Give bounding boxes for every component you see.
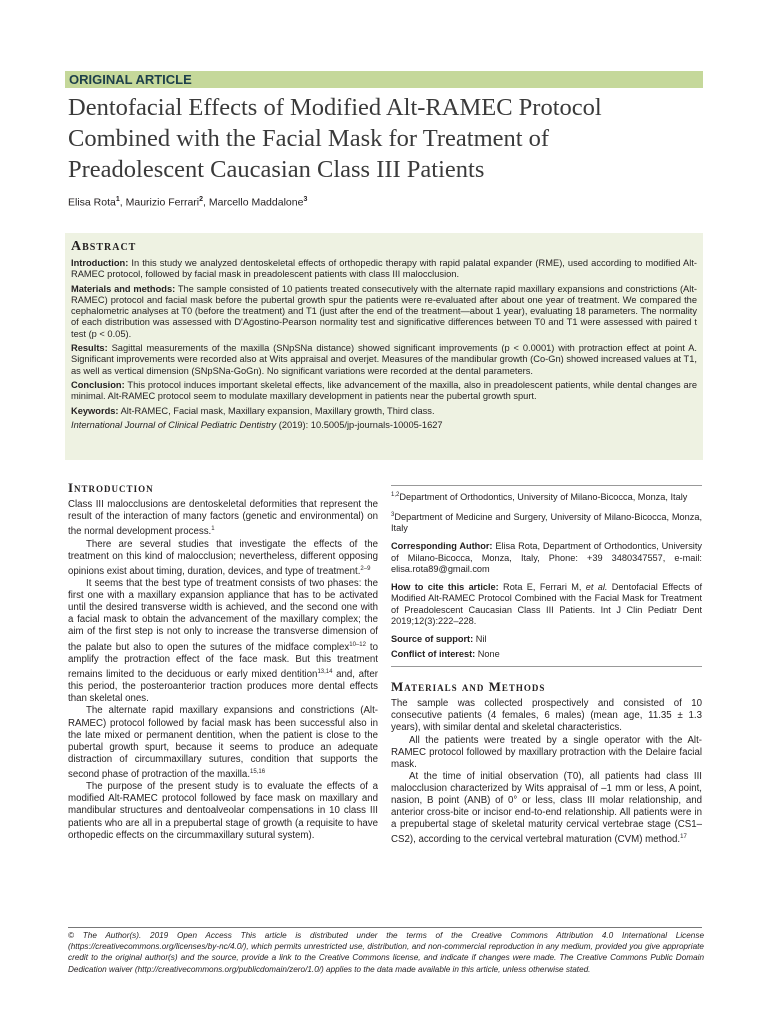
- footer-divider: [68, 927, 702, 928]
- methods-paragraph: All the patients were treated by a single operator with the Alt-RAMEC protocol followed by maxillary protraction with the Delaire facial mask.: [391, 734, 702, 770]
- abstract-label: Results:: [71, 343, 108, 354]
- conflict-of-interest: [391, 649, 702, 661]
- citation-ref: 10–12: [349, 641, 366, 648]
- corresponding-author: [391, 541, 702, 576]
- license-footer: © The Author(s). 2019 Open Access This article is distributed under the terms of the Creative Commons Attribution 4.0 International License (https://creativecommons.org/licenses/by-nc/4.0/), which permits unrestricted use, distribution, and non-commercial reproduction in any medium, provided you give appropriate credit to the original author(s) and the source, provide a link to the Creative Commons license, and indicate if changes were made. The Creative Commons Public Domain Dedication waiver (http://creativecommons.org/publicdomain/zero/1.0/) applies to the data made available in this article, unless otherwise stated.: [68, 931, 704, 974]
- abstract-label: Conclusion:: [71, 379, 125, 390]
- paragraph-text: At the time of initial observation (T0), all patients had class III malocclusion characterized by Wits appraisal of –1 mm or less, A point, nasion, B point (ANB) of 0° or less, class III molar relationship, and anterior cross-bite or incisor end-to-end relationship. All patients were in a prepubertal stage of skeletal maturity cervical vertebrae stage (CS1–CS2), according to the cervical vertebral maturation (CVM) method.: [391, 770, 702, 846]
- abstract-label: Keywords:: [71, 405, 119, 416]
- affiliation-divider: [391, 485, 702, 486]
- citation-ref: 15,16: [250, 768, 266, 775]
- citation-ref: 2–9: [360, 565, 371, 572]
- field-text: et al.: [585, 581, 608, 592]
- affiliation-mark: 3: [391, 511, 395, 518]
- journal-citation: [71, 420, 697, 431]
- paragraph-text: and, after this period, the posteroanterior traction produces more dental effects than skeletal ones.: [68, 669, 378, 705]
- methods-paragraph: The sample was collected prospectively and consisted of 10 consecutive patients (4 females, 6 males) (mean age, 11.35 ± 1.3 years), with similar dental and skeletal characteristics.: [391, 698, 702, 734]
- affiliation-text: Department of Orthodontics, University of Milano-Bicocca, Monza, Italy: [399, 492, 688, 503]
- right-column: [391, 490, 702, 847]
- intro-paragraph: [68, 539, 378, 579]
- abstract-keywords: [71, 406, 697, 417]
- abstract-introduction: [71, 258, 697, 281]
- field-label: Conflict of interest:: [391, 648, 476, 659]
- paragraph-text: There are several studies that investigate the effects of the treatment on this kind of malocclusion; nevertheless, different opposing opinions exist about timing, duration, devices, and type of treatment.: [68, 538, 378, 577]
- field-text: None: [475, 648, 500, 659]
- article-type-label: ORIGINAL ARTICLE: [65, 71, 703, 88]
- methods-paragraph: [391, 771, 702, 847]
- title-line: Preadolescent Caucasian Class III Patients: [68, 156, 485, 183]
- how-to-cite: [391, 582, 702, 628]
- field-label: How to cite this article:: [391, 581, 499, 592]
- author-name: Maurizio Ferrari: [125, 196, 200, 209]
- abstract-heading: Abstract: [71, 239, 137, 254]
- affiliation: [391, 510, 702, 535]
- paragraph-text: It seems that the best type of treatment consists of two phases: the first one with a maxillary expansion appliance that has to be activated until the desired transverse width is achieved, and the second one with a facial mask to obtain the advancement of the maxillary complex; the aim of the first step is not only to increase the transverse dimension of the palate but also to open the sutures of the midface complex: [68, 578, 378, 653]
- article-title: [68, 92, 708, 185]
- intro-paragraph: [68, 578, 378, 705]
- affiliation-text: Department of Medicine and Surgery, University of Milano-Bicocca, Monza, Italy: [391, 511, 702, 534]
- intro-paragraph: [68, 781, 378, 841]
- citation-ref: 13,14: [317, 668, 333, 675]
- paragraph-text: The purpose of the present study is to evaluate the effects of a modified Alt-RAMEC protocol followed by face mask on maxillary and mandibular structures and dentoalveolar compensations in 10 class III patients who are all in a prepubertal stage of growth (a requisite to have orthopedic effects on the circummaxillary sutural system).: [68, 781, 378, 841]
- left-column: [68, 480, 378, 842]
- field-label: Corresponding Author:: [391, 540, 493, 551]
- author-name: Marcello Maddalone: [208, 196, 304, 209]
- author-affiliation-mark: 3: [303, 196, 308, 203]
- field-text: Elisa Rota, Department of Orthodontics, University of Milano-Bicocca, Monza, Italy, Phone: +39 3480347557, e-mail: elisa.rota89@gmail.com: [391, 540, 702, 575]
- paragraph-text: Class III malocclusions are dentoskeletal deformities that represent the result of the interaction of many factors (genetic and environmental) on the normal development process.: [68, 499, 378, 538]
- abstract-box: [65, 233, 703, 460]
- introduction-heading: Introduction: [68, 480, 154, 495]
- field-text: Dentofacial Effects of Modified Alt-RAMEC Protocol Combined with the Facial Mask for Treatment of Preadolescent Caucasian Class III Patients. Int J Clin Pediatr Dent 2019;12(3):222–228.: [391, 581, 703, 627]
- abstract-text: Sagittal measurements of the maxilla (SNpSNa distance) showed significant improvements (p < 0.0001) with protraction effect at point A. Significant improvements were recorded also at Wits appraisal and overjet. Measures of the mandibular growth (Co-Gn) showed increased values at T1, as well as vertical dimension (SNpSNa-GoGn). No significant variations were recorded at the dental parameters.: [71, 343, 697, 376]
- title-line: Combined with the Facial Mask for Treatment of: [68, 125, 550, 152]
- journal-doi: (2019): 10.5005/jp-journals-10005-1627: [276, 419, 443, 430]
- abstract-text: The sample consisted of 10 patients treated consecutively with the alternate rapid maxillary expansions and constrictions (Alt-RAMEC) protocol and facial mask before the pubertal growth spur the patients were re-evaluated after about one year of treatment. We compared the cephalometric analyses at T0 (before the treatment) and T1 (just after the end of the treatment—about 1 year), evaluating 18 parameters. The normality of each distribution was assessed with D'Agostino-Pearson normality test and significative differences between T0 and T1 were assessed with paired t test (p < 0.05).: [71, 283, 698, 339]
- field-text: Nil: [473, 634, 487, 645]
- abstract-label: Introduction:: [71, 258, 129, 268]
- field-label: Source of support:: [391, 634, 474, 645]
- author-name: Elisa Rota: [68, 196, 116, 209]
- abstract-conclusion: [71, 380, 697, 403]
- affiliation-mark: 1,2: [391, 492, 400, 498]
- methods-heading: Materials and Methods: [391, 679, 546, 695]
- abstract-text: In this study we analyzed dentoskeletal effects of orthopedic therapy with rapid palatal expander (RME), used according to modified Alt-RAMEC protocol, followed by facial mask in preadolescent patients with class III malocclusion.: [71, 258, 697, 280]
- source-of-support: [391, 634, 702, 646]
- citation-ref: 1: [211, 526, 215, 533]
- abstract-label: Materials and methods:: [71, 283, 176, 294]
- affiliation: [391, 490, 702, 504]
- paragraph-text: to amplify the protraction effect of the face mask. But this treatment remains limited to the deciduous or early mixed dentition: [68, 641, 378, 681]
- title-line: Dentofacial Effects of Modified Alt-RAMEC Protocol: [68, 94, 602, 121]
- citation-ref: 17: [680, 834, 687, 841]
- section-divider: [391, 666, 702, 667]
- author-affiliation-mark: 1: [115, 196, 120, 203]
- field-text: Rota E, Ferrari M,: [498, 581, 586, 592]
- journal-name: International Journal of Clinical Pediatric Dentistry: [71, 419, 277, 430]
- abstract-text: This protocol induces important skeletal effects, like advancement of the maxilla, also in preadolescent patients, while dental changes are minimal. Alt-RAMEC protocol seem to modulate maxillary development in patients near the pubertal growth spurt.: [71, 379, 697, 402]
- author-affiliation-mark: 2: [199, 196, 204, 203]
- paragraph-text: The alternate rapid maxillary expansions and constrictions (Alt-RAMEC) protocol followed by facial mask has been successful also in the late mixed or permanent dentition, when the patient is close to the pubertal growth spurt, because it seems to produce an adequate distraction of circummaxillary sutures, condition that supports the second phase of protraction of the maxilla.: [68, 705, 378, 781]
- abstract-text: Alt-RAMEC, Facial mask, Maxillary expansion, Maxillary growth, Third class.: [118, 405, 435, 416]
- abstract-results: [71, 343, 697, 377]
- abstract-methods: [71, 284, 697, 340]
- author-list: Elisa Rota$^1$, Maurizio Ferrari$^2$, Marcello Maddalone$^3$: [68, 196, 308, 209]
- intro-paragraph: [68, 499, 378, 539]
- intro-paragraph: [68, 705, 378, 781]
